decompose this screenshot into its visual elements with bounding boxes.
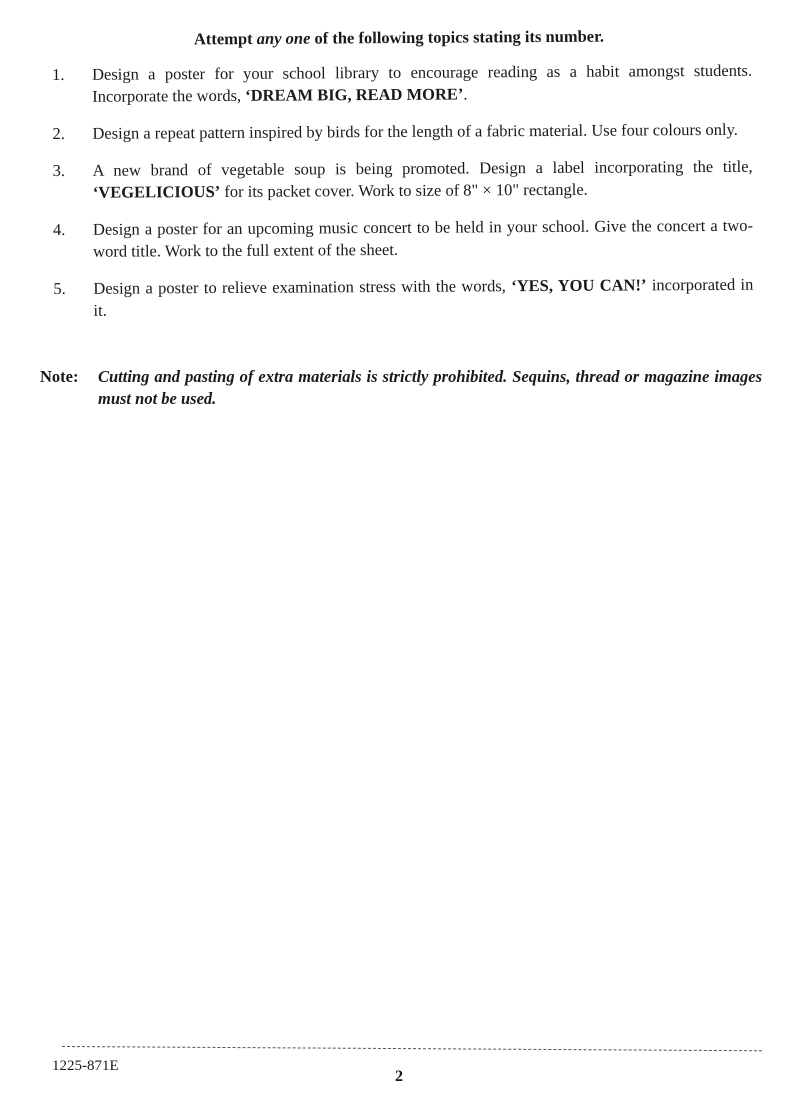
topic-text-before: A new brand of vegetable soup is being promoted. Design a label incorporating the title, [92, 156, 753, 180]
note-label: Note: [40, 367, 79, 386]
instruction-before: Attempt [193, 28, 257, 49]
topic-text-bold: ‘DREAM BIG, READ MORE’ [245, 84, 464, 105]
instruction-heading [0, 25, 798, 51]
topic-text-bold: ‘YES, YOU CAN!’ [511, 275, 647, 296]
topic-text-before: Design a repeat pattern inspired by birds for the length of a fabric material. Use four colours only. [92, 119, 738, 143]
topic-text-after: for its packet cover. Work to size of 8" × 10" rectangle. [220, 179, 588, 201]
topic-text-after: . [463, 84, 468, 104]
topic-item [52, 60, 752, 108]
note-text: Cutting and pasting of extra materials is strictly prohibited. Sequins, thread or magazine images must not be used. [98, 367, 762, 408]
page-number: 2 [395, 1068, 403, 1085]
topic-text [93, 215, 753, 263]
topic-list [52, 60, 754, 337]
note-block [40, 366, 762, 410]
topic-text-after: incorporated in it. [93, 274, 754, 320]
topic-number: 4. [52, 219, 66, 239]
topic-text-bold: ‘VEGELICIOUS’ [92, 181, 221, 202]
instruction-emphasis: any one [256, 28, 311, 48]
topic-item [53, 156, 753, 204]
topic-number: 3. [52, 160, 66, 180]
topic-text [93, 274, 753, 322]
topic-text-before: Design a poster for your school library to encourage reading as a habit amongst students. Incorporate the words, [92, 60, 753, 106]
topic-text [92, 119, 752, 145]
topic-item [53, 274, 753, 322]
topic-number: 1. [52, 64, 65, 84]
topic-number: 5. [53, 278, 66, 298]
topic-number: 2. [52, 123, 65, 143]
topic-item [53, 215, 753, 263]
topic-text-before: Design a poster to relieve examination stress with the words, [93, 276, 512, 298]
topic-text [92, 60, 752, 108]
paper-code: 1225-871E [52, 1058, 119, 1074]
footer-divider [62, 1046, 762, 1051]
instruction-after: of the following topics stating its number. [310, 26, 605, 48]
topic-text-before: Design a poster for an upcoming music concert to be held in your school. Give the concert a two-word title. Work to the full extent of the sheet. [92, 215, 754, 261]
topic-text [93, 156, 753, 204]
topic-item [52, 119, 752, 145]
